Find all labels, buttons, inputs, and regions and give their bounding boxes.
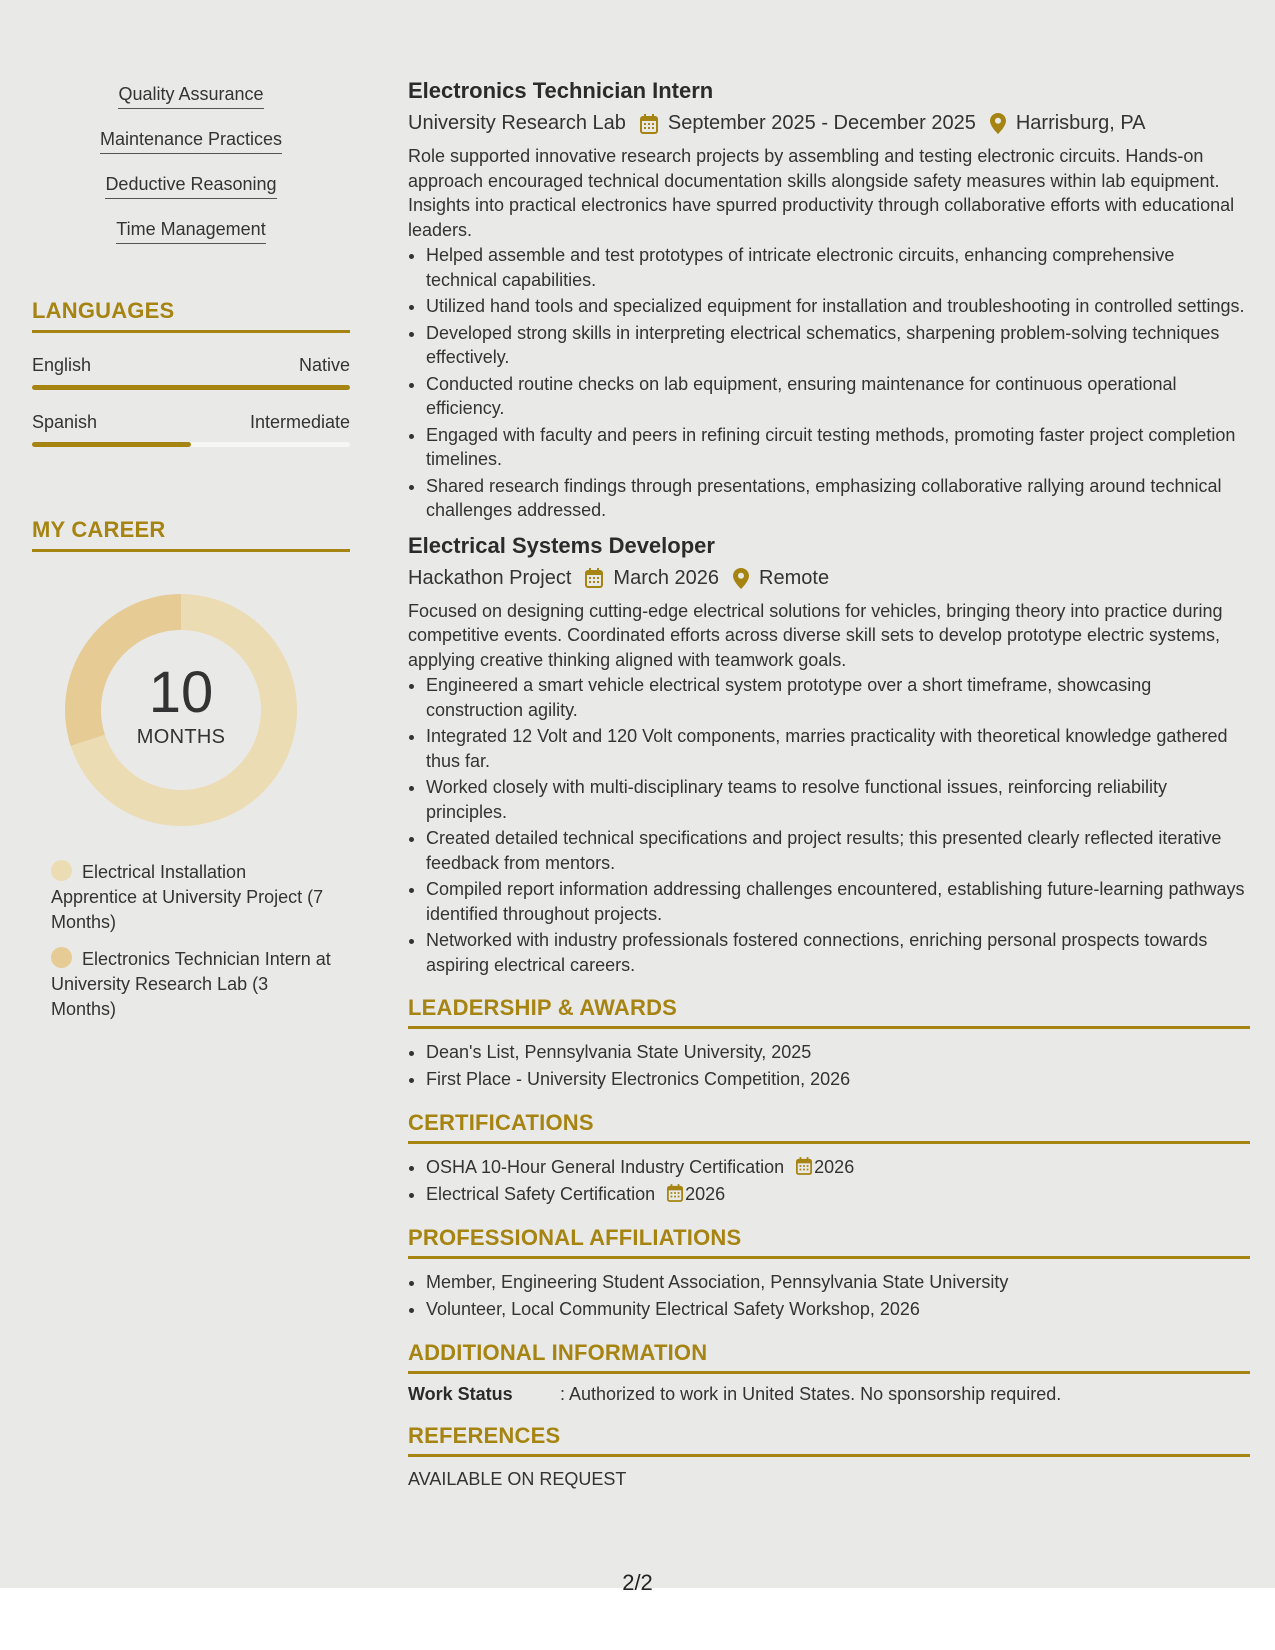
language-level: Intermediate	[249, 412, 350, 432]
career-legend-item	[51, 947, 331, 1022]
job-title: Electronics Technician Intern	[408, 78, 714, 103]
career-legend-item	[51, 860, 331, 935]
language-proficiency-bar	[32, 442, 350, 447]
job-meta	[408, 567, 1250, 590]
affiliation-item: • Volunteer, Local Community Electrical Safety Workshop, 2026	[426, 1296, 1250, 1323]
certification-item	[426, 1154, 1250, 1181]
job-dates: September 2025 - December 2025	[667, 112, 976, 134]
skill-item: Deductive Reasoning	[105, 174, 276, 199]
job-bullet: • Integrated 12 Volt and 120 Volt components, marries practicality with theoretical knowledge gathered thus far.	[426, 724, 1250, 773]
job-bullet: • Shared research findings through presentations, emphasizing collaborative rallying around technical challenges addressed.	[426, 474, 1250, 523]
additional-info-heading: ADDITIONAL INFORMATION	[408, 1340, 1250, 1374]
experience-entry	[408, 78, 1250, 523]
calendar-icon	[667, 1184, 683, 1202]
job-bullet: • Engineered a smart vehicle electrical system prototype over a short timeframe, showcasing construction agility.	[426, 673, 1250, 722]
legend-dot-icon	[51, 860, 72, 881]
leadership-item: • First Place - University Electronics Competition, 2026	[426, 1066, 1250, 1093]
location-pin-icon	[990, 113, 1006, 134]
job-bullet: • Networked with industry professionals fostered connections, enriching personal prospects towards aspiring electrical careers.	[426, 928, 1250, 977]
job-dates: March 2026	[613, 566, 720, 589]
career-legend-label: Electronics Technician Intern at University Research Lab (3 Months)	[51, 949, 331, 1019]
job-bullet: • Engaged with faculty and peers in refining circuit testing methods, promoting faster project completion timelines.	[426, 423, 1250, 472]
calendar-icon	[796, 1157, 812, 1175]
job-bullet: • Created detailed technical specifications and project results; this presented clearly reflected iterative feedback from mentors.	[426, 826, 1250, 875]
job-bullet: • Compiled report information addressing challenges encountered, establishing future-learning pathways identified throughout projects.	[426, 877, 1250, 926]
job-bullets	[408, 673, 1250, 977]
certification-year: 2026	[685, 1183, 726, 1204]
skill-item: Maintenance Practices	[100, 129, 282, 154]
language-level: Native	[298, 355, 350, 375]
career-heading: MY CAREER	[32, 517, 350, 552]
job-bullets	[408, 243, 1250, 523]
language-spanish	[32, 412, 350, 447]
references-text: AVAILABLE ON REQUEST	[408, 1469, 627, 1489]
job-location: Harrisburg, PA	[1015, 112, 1146, 134]
job-title: Electrical Systems Developer	[408, 532, 715, 558]
affiliations-list	[408, 1269, 1250, 1322]
language-proficiency-bar	[32, 385, 350, 390]
job-bullet: • Helped assemble and test prototypes of intricate electronic circuits, enhancing comprehensive technical capabilities.	[426, 243, 1250, 292]
job-bullet: • Conducted routine checks on lab equipment, ensuring maintenance for continuous operational efficiency.	[426, 372, 1250, 421]
language-name: Spanish	[32, 412, 98, 432]
career-donut-chart	[65, 594, 297, 826]
page-number: 2/2	[622, 1570, 653, 1595]
certification-item	[426, 1181, 1250, 1208]
skill-item: Quality Assurance	[118, 84, 263, 109]
affiliations-heading: PROFESSIONAL AFFILIATIONS	[408, 1225, 1250, 1259]
work-status-value: : Authorized to work in United States. No sponsorship required.	[560, 1384, 1062, 1404]
leadership-heading: LEADERSHIP & AWARDS	[408, 995, 1250, 1029]
affiliation-item: • Member, Engineering Student Association, Pennsylvania State University	[426, 1269, 1250, 1296]
references-heading: REFERENCES	[408, 1423, 1250, 1457]
career-total-months: 10	[148, 660, 214, 725]
language-proficiency-fill	[32, 442, 191, 447]
career-total-unit: MONTHS	[136, 726, 226, 748]
sidebar	[32, 84, 350, 1034]
location-pin-icon	[733, 568, 749, 589]
language-english	[32, 355, 350, 390]
certifications-list	[408, 1154, 1250, 1207]
job-meta	[408, 112, 1250, 135]
career-legend-label: Electrical Installation Apprentice at University Project (7 Months)	[51, 862, 324, 932]
job-description: Focused on designing cutting-edge electrical solutions for vehicles, bringing theory into practice during competitive events. Coordinated efforts across diverse skill sets to develop prototype electric systems, applying creative thinking aligned with teamwork goals.	[408, 600, 1223, 670]
job-bullet: • Utilized hand tools and specialized equipment for installation and troubleshooting in controlled settings.	[426, 294, 1250, 319]
leadership-item: • Dean's List, Pennsylvania State University, 2025	[426, 1039, 1250, 1066]
job-organization: Hackathon Project	[408, 566, 572, 589]
work-status-row	[408, 1384, 1250, 1405]
certifications-heading: CERTIFICATIONS	[408, 1110, 1250, 1144]
skills-list	[32, 84, 350, 264]
job-location: Remote	[759, 566, 830, 589]
language-proficiency-fill	[32, 385, 350, 390]
language-name: English	[32, 355, 92, 375]
legend-dot-icon	[51, 947, 72, 968]
calendar-icon	[640, 114, 658, 134]
career-legend	[32, 860, 331, 1022]
job-description: Role supported innovative research projects by assembling and testing electronic circuits. Hands-on approach encouraged technical documentation skills alongside safety measures within lab equipment. Insights into practical electronics have spurred productivity through collaborative efforts with educational leaders.	[408, 146, 1235, 240]
leadership-list	[408, 1039, 1250, 1092]
skill-item: Time Management	[116, 219, 265, 244]
calendar-icon	[585, 568, 603, 588]
experience-entry	[408, 533, 1250, 978]
job-bullet: • Developed strong skills in interpreting electrical schematics, sharpening problem-solving techniques effectively.	[426, 321, 1250, 370]
certification-name: OSHA 10-Hour General Industry Certification	[426, 1157, 785, 1177]
job-bullet: • Worked closely with multi-disciplinary teams to resolve functional issues, reinforcing reliability principles.	[426, 775, 1250, 824]
main-content	[408, 78, 1250, 1490]
job-organization: University Research Lab	[408, 112, 626, 134]
certification-name: Electrical Safety Certification	[426, 1183, 656, 1204]
certification-year: 2026	[814, 1157, 855, 1177]
work-status-label: Work Status	[408, 1384, 513, 1404]
languages-heading: LANGUAGES	[32, 298, 350, 333]
